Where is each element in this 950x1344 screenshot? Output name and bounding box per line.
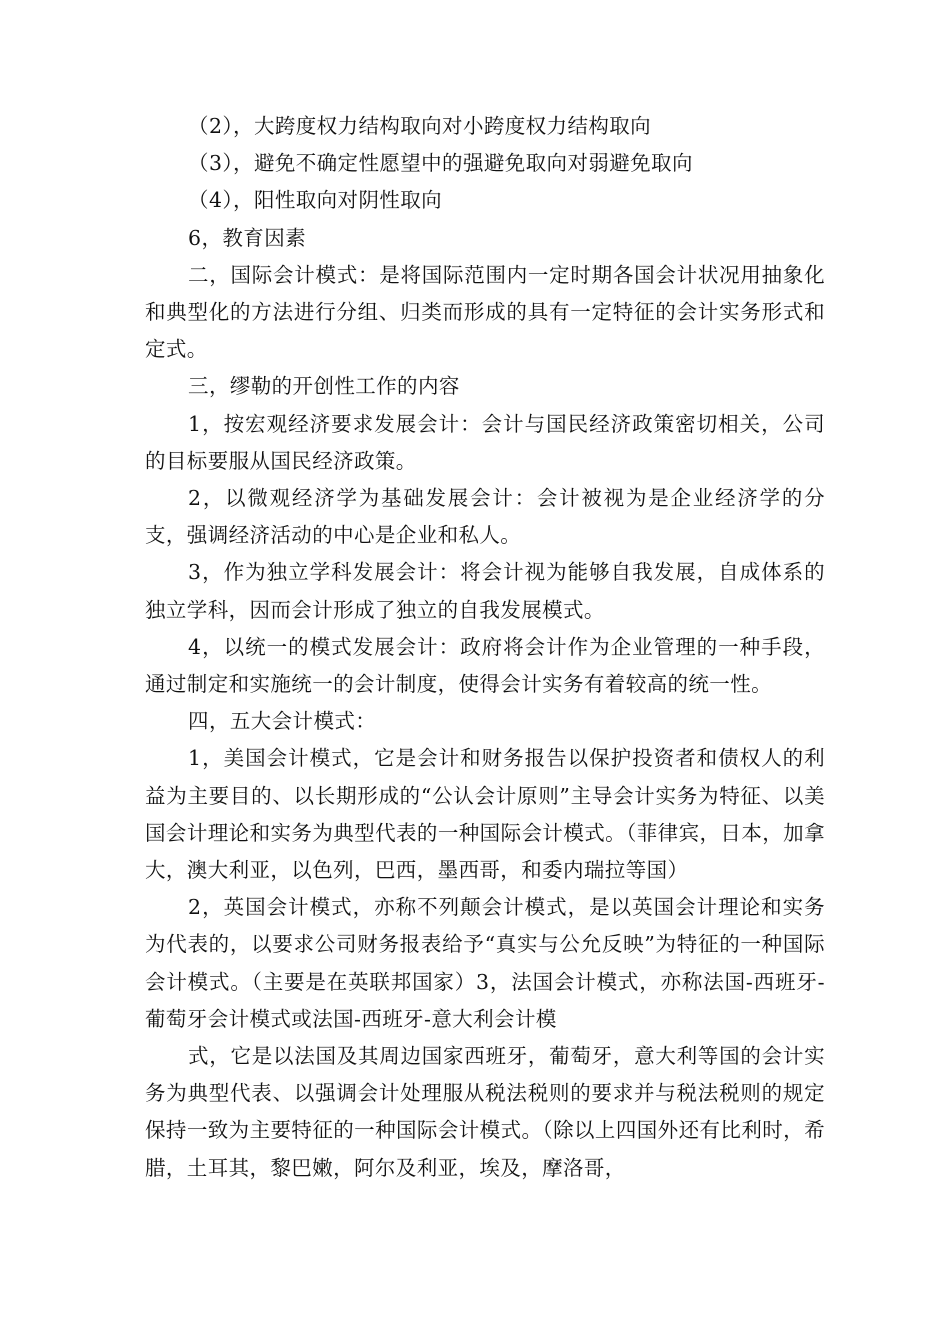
paragraph-mueller-item-2: 2，以微观经济学为基础发展会计：会计被视为是企业经济学的分支，强调经济活动的中心是企业和私人。 [145, 486, 825, 548]
paragraph-mueller-item-4: 4，以统一的模式发展会计：政府将会计作为企业管理的一种手段，通过制定和实施统一的会计制度，使得会计实务有着较高的统一性。 [145, 634, 825, 697]
paragraph-mueller-item-3: 3，作为独立学科发展会计：将会计视为能够自我发展，自成体系的独立学科，因而会计形成了独立的自我发展模式。 [145, 560, 825, 622]
paragraph-education-factor: 6，教育因素 [188, 225, 306, 250]
document-body [145, 108, 825, 1187]
paragraph-mueller-item-1: 1，按宏观经济要求发展会计：会计与国民经济政策密切相关，公司的目标要服从国民经济政策。 [145, 411, 825, 473]
paragraph-uk-france-model: 2，英国会计模式，亦称不列颠会计模式，是以英国会计理论和实务为代表的，以要求公司财务报表给予“真实与公允反映”为特征的一种国际会计模式。（主要是在英联邦国家）3，法国会计模式，亦称法国-西班牙-葡萄牙会计模式或法国-西班牙-意大利会计模 [145, 895, 825, 1031]
paragraph-us-model: 1，美国会计模式，它是会计和财务报告以保护投资者和债权人的利益为主要目的、以长期形成的“公认会计原则”主导会计实务为特征、以美国会计理论和实务为典型代表的一种国际会计模式。（菲律宾，日本，加拿大，澳大利亚，以色列，巴西，墨西哥，和委内瑞拉等国） [145, 746, 825, 883]
paragraph-uncertainty-avoidance: （3），避免不确定性愿望中的强避免取向对弱避免取向 [188, 151, 693, 176]
paragraph-international-model-definition: 二，国际会计模式：是将国际范围内一定时期各国会计状况用抽象化和典型化的方法进行分组、归类而形成的具有一定特征的会计实务形式和定式。 [145, 262, 825, 362]
paragraph-power-structure: （2），大跨度权力结构取向对小跨度权力结构取向 [188, 114, 652, 138]
paragraph-masculinity: （4），阳性取向对阴性取向 [188, 188, 443, 213]
paragraph-mueller-heading: 三，缪勒的开创性工作的内容 [188, 374, 460, 399]
paragraph-five-models-heading: 四，五大会计模式： [188, 709, 377, 734]
paragraph-france-model-continued: 式，它是以法国及其周边国家西班牙，葡萄牙，意大利等国的会计实务为典型代表、以强调会计处理服从税法税则的要求并与税法税则的规定保持一致为主要特征的一种国际会计模式。（除以上四国外还有比利时，希腊，土耳其，黎巴嫩，阿尔及利亚，埃及，摩洛哥， [145, 1044, 825, 1180]
